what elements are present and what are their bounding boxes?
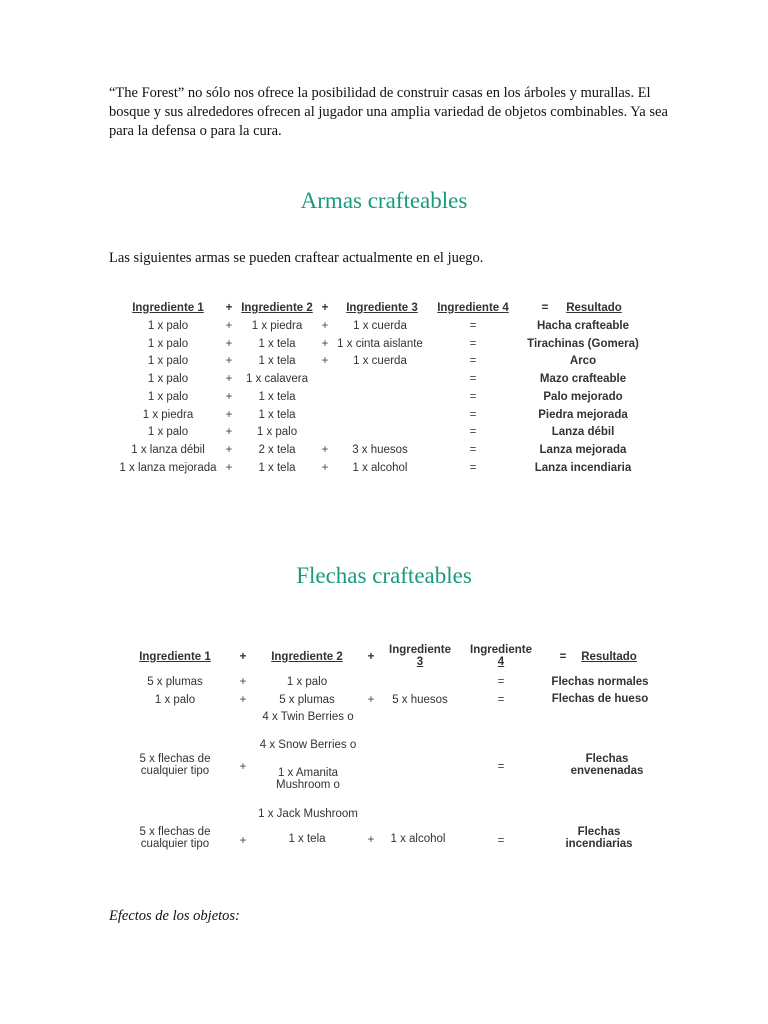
armas-row-6-result: Piedra mejorada [538, 408, 628, 421]
f-r1-ing2: 1 x palo [286, 676, 328, 688]
armas-row-7-ing1: 1 x palo [147, 426, 189, 439]
f-r1-result: Flechas normales [551, 676, 649, 688]
f-r2-equals: = [497, 694, 505, 706]
armas-row-5-eq: = [469, 390, 477, 403]
f-r4-ing1-line2: cualquier tipo [140, 838, 210, 850]
f-r3-opt-amanita-line1: 1 x Amanita [277, 767, 339, 779]
armas-row-3-result: Arco [569, 355, 597, 368]
f-r3-opt-twin-berries: 4 x Twin Berries o [262, 711, 354, 723]
f-header-ingrediente-3 [380, 644, 460, 668]
f-r2-plus-2: + [367, 694, 375, 706]
f-r1-ing1: 5 x plumas [147, 676, 203, 688]
header-plus-1: + [225, 302, 233, 314]
armas-row-1-ing2: 1 x piedra [251, 320, 303, 332]
header-equals: = [541, 302, 549, 314]
f-r3-equals: = [497, 761, 505, 773]
armas-row-9-ing3: 1 x alcohol [352, 461, 408, 474]
armas-description: Las siguientes armas se pueden craftear actualmente en el juego. [109, 250, 484, 266]
header-ingrediente-4: Ingrediente 4 [437, 302, 509, 314]
armas-row-7-eq: = [469, 426, 477, 439]
armas-row-6-ing1: 1 x piedra [142, 408, 194, 421]
armas-row-5-ing2: 1 x tela [258, 390, 296, 403]
armas-row-8-p2: + [321, 443, 329, 456]
armas-row-1-ing3: 1 x cuerda [353, 320, 407, 332]
header-ingrediente-2: Ingrediente 2 [241, 302, 313, 314]
header-resultado: Resultado [566, 302, 622, 314]
f-r2-ing1: 1 x palo [154, 694, 196, 706]
armas-row-4-eq: = [469, 373, 477, 386]
f-r3-opt-jack-mushroom: 1 x Jack Mushroom [258, 808, 358, 820]
armas-row-3-ing3: 1 x cuerda [353, 355, 407, 368]
f-header-equals: = [559, 651, 567, 663]
armas-row-1-p1: + [225, 320, 233, 332]
header-ingrediente-3: Ingrediente 3 [346, 302, 418, 314]
armas-row-9-result: Lanza incendiaria [534, 461, 632, 474]
armas-row-7-result: Lanza débil [551, 426, 615, 439]
f-header-plus-2: + [367, 651, 375, 663]
armas-row-9-ing2: 1 x tela [258, 461, 296, 474]
armas-row-5-p1: + [225, 390, 233, 403]
armas-row-9-p1: + [225, 461, 233, 474]
f-r4-equals: = [497, 835, 505, 847]
armas-row-2-p2: + [321, 337, 329, 350]
f-header-ingrediente-4-line2: 4 [497, 656, 505, 668]
armas-row-8-ing3: 3 x huesos [352, 443, 408, 456]
armas-row-3-ing2: 1 x tela [258, 355, 296, 368]
f-r3-opt-amanita [250, 767, 366, 791]
f-r4-ing1-line1: 5 x flechas de [139, 826, 211, 838]
f-r2-plus-1: + [239, 694, 247, 706]
armas-row-1-ing1: 1 x palo [147, 320, 189, 332]
f-header-ingrediente-4 [462, 644, 540, 668]
armas-row-4-ing1: 1 x palo [147, 373, 189, 386]
armas-row-3-p1: + [225, 355, 233, 368]
armas-row-8-ing1: 1 x lanza débil [131, 443, 205, 456]
armas-row-5-ing1: 1 x palo [147, 390, 189, 403]
armas-row-3-ing1: 1 x palo [147, 355, 189, 368]
armas-title: Armas crafteables [300, 188, 468, 213]
armas-row-8-ing2: 2 x tela [258, 443, 296, 456]
f-r4-result-line2: incendiarias [565, 838, 633, 850]
f-r4-ing3: 1 x alcohol [390, 833, 446, 845]
header-plus-2: + [321, 302, 329, 314]
f-r3-ing1-line2: cualquier tipo [140, 765, 210, 777]
f-header-plus-1: + [239, 651, 247, 663]
armas-row-7-ing2: 1 x palo [256, 426, 298, 439]
f-r4-result [540, 826, 658, 850]
armas-row-2-ing3: 1 x cinta aislante [337, 337, 423, 350]
armas-row-9-eq: = [469, 461, 477, 474]
armas-row-8-result: Lanza mejorada [539, 443, 627, 456]
armas-row-6-eq: = [469, 408, 477, 421]
armas-row-9-ing1: 1 x lanza mejorada [119, 461, 217, 474]
f-r2-ing3: 5 x huesos [392, 694, 448, 706]
armas-row-3-eq: = [469, 355, 477, 368]
f-r1-equals: = [497, 676, 505, 688]
armas-row-3-p2: + [321, 355, 329, 368]
f-r3-ing1 [125, 753, 225, 777]
f-r3-result-line2: envenenadas [570, 765, 644, 777]
f-r3-opt-amanita-line2: Mushroom o [276, 779, 340, 791]
armas-row-1-result: Hacha crafteable [536, 320, 630, 332]
armas-row-2-ing2: 1 x tela [258, 337, 296, 350]
f-header-ingrediente-1: Ingrediente 1 [139, 651, 211, 663]
armas-row-4-p1: + [225, 373, 233, 386]
f-r3-plus: + [239, 761, 247, 773]
flechas-title: Flechas crafteables [296, 563, 472, 588]
f-header-ingrediente-2: Ingrediente 2 [271, 651, 343, 663]
header-ingrediente-1: Ingrediente 1 [132, 302, 204, 314]
f-r2-result: Flechas de hueso [551, 693, 649, 705]
intro-paragraph: “The Forest” no sólo nos ofrece la posibilidad de construir casas en los árboles y murallas. El bosque y sus alrededores ofrecen al jugador una amplia variedad de objetos combinables. Ya sea para la defensa o para la cura. [109, 85, 668, 139]
armas-row-8-eq: = [469, 443, 477, 456]
armas-row-1-eq: = [469, 320, 477, 332]
f-r4-plus-1: + [239, 835, 247, 847]
efectos-label: Efectos de los objetos [109, 908, 236, 924]
armas-row-6-ing2: 1 x tela [258, 408, 296, 421]
f-r4-plus-2: + [367, 834, 375, 846]
f-r3-result [540, 753, 674, 777]
f-r2-ing2: 5 x plumas [279, 694, 335, 706]
armas-row-2-eq: = [469, 337, 477, 350]
f-r4-ing2: 1 x tela [288, 833, 326, 845]
armas-row-1-p2: + [321, 320, 329, 332]
armas-row-7-p1: + [225, 426, 233, 439]
armas-row-2-result: Tirachinas (Gomera) [527, 337, 639, 350]
armas-row-5-result: Palo mejorado [543, 390, 623, 403]
armas-row-4-result: Mazo crafteable [539, 373, 627, 386]
f-r4-result-line1: Flechas [577, 826, 621, 838]
f-r3-result-line1: Flechas [585, 753, 629, 765]
armas-row-2-p1: + [225, 337, 233, 350]
efectos-heading: Efectos de los objetos: [109, 908, 240, 924]
armas-row-2-ing1: 1 x palo [147, 337, 189, 350]
f-r3-ing1-line1: 5 x flechas de [139, 753, 211, 765]
f-header-resultado: Resultado [581, 651, 637, 663]
f-r4-ing1 [125, 826, 225, 850]
f-header-ingrediente-3-line2: 3 [416, 656, 424, 668]
armas-row-8-p1: + [225, 443, 233, 456]
armas-row-4-ing2: 1 x calavera [245, 373, 308, 386]
armas-row-9-p2: + [321, 461, 329, 474]
armas-row-6-p1: + [225, 408, 233, 421]
f-header-ingrediente-3-line1: Ingrediente [389, 644, 451, 656]
f-header-ingrediente-4-line1: Ingrediente [470, 644, 532, 656]
f-r3-opt-snow-berries: 4 x Snow Berries o [259, 739, 357, 751]
f-r1-plus: + [239, 676, 247, 688]
